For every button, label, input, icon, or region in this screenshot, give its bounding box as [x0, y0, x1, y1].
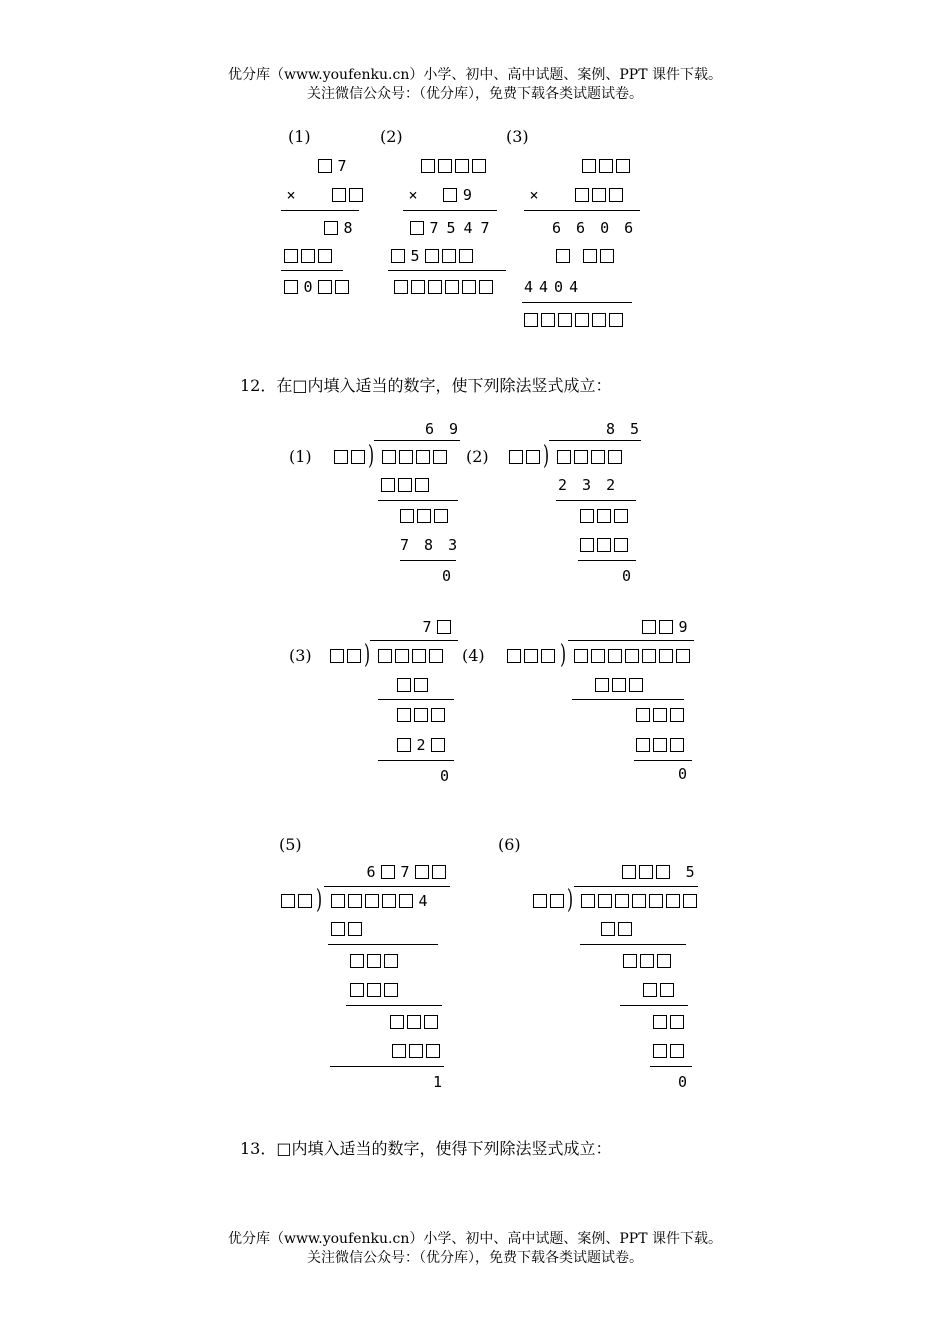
div4-bracket: ) [560, 640, 567, 670]
div4-line1 [572, 699, 684, 700]
div4-quotient: 9 [642, 618, 693, 636]
div5-line1 [328, 944, 438, 945]
div6-line3 [650, 1066, 692, 1067]
mult2-line [403, 210, 497, 211]
mult1-row4 [284, 247, 335, 265]
div4-bar [568, 640, 694, 641]
mult1-line [281, 210, 359, 211]
mult1-row2: × [284, 186, 366, 204]
div3-zero: 0 [440, 767, 450, 785]
div6-rem1 [623, 952, 674, 970]
div3-divisor [330, 647, 364, 665]
div4-divisor [507, 647, 558, 665]
div5-label: (5) [279, 835, 302, 854]
footer-line-1: 优分库（www.youfenku.cn）小学、初中、高中试题、案例、PPT 课件下载。 [227, 1231, 722, 1247]
div5-divisor [281, 892, 315, 910]
div3-dividend [378, 647, 446, 665]
div4-line2 [634, 760, 692, 761]
div2-bracket: ) [543, 441, 550, 471]
question-12: 12．在□内填入适当的数字，使下列除法竖式成立： [240, 376, 612, 395]
div5-rem2 [390, 1013, 441, 1031]
div4-zero: 0 [678, 765, 688, 783]
div3-quotient: 7 [420, 618, 454, 636]
mult2-line2 [388, 270, 506, 271]
div1-bar [374, 440, 460, 441]
div5-sub3 [392, 1042, 443, 1060]
div2-zero: 0 [622, 567, 632, 585]
mult3-row6 [524, 311, 626, 329]
div5-bar [324, 886, 450, 887]
div2-line2 [578, 560, 636, 561]
div5-bracket: ) [316, 885, 323, 915]
div5-line2 [346, 1005, 442, 1006]
div2-dividend [557, 448, 625, 466]
div5-remainder: 1 [433, 1073, 443, 1091]
div6-line1 [580, 944, 686, 945]
div2-divisor [509, 448, 543, 466]
mult-label-3: (3) [506, 127, 529, 146]
mult1-row3: 8 [324, 219, 358, 237]
div5-quotient: 6 7 [364, 863, 449, 881]
div4-sub1 [595, 676, 646, 694]
div5-line3 [330, 1066, 444, 1067]
div5-sub2 [350, 981, 401, 999]
div6-divisor [533, 892, 567, 910]
div1-sub1 [381, 476, 432, 494]
div5-rem1 [350, 952, 401, 970]
div3-rem1 [397, 706, 448, 724]
div4-label: (4) [462, 646, 485, 665]
div6-label: (6) [498, 835, 521, 854]
div1-label: (1) [289, 447, 312, 466]
div4-rem1 [636, 706, 687, 724]
mult3-row3: 6 6 0 6 [552, 219, 637, 237]
mult2-row5 [394, 278, 496, 296]
div3-sub2: 2 [397, 736, 448, 754]
div6-zero: 0 [678, 1073, 688, 1091]
div3-bracket: ) [364, 640, 371, 670]
footer-line-2: 关注微信公众号：（优分库），免费下载各类试题试卷。 [307, 1250, 643, 1266]
div2-bar [549, 440, 641, 441]
div1-divisor [334, 448, 368, 466]
div2-quotient: 8 5 [606, 420, 643, 438]
div6-line2 [620, 1005, 688, 1006]
mult2-row3: 7 5 4 7 [410, 219, 495, 237]
div1-dividend [382, 448, 450, 466]
div3-line1 [378, 699, 454, 700]
div3-sub1 [397, 676, 431, 694]
mult-label-2: (2) [380, 127, 403, 146]
div6-sub1 [601, 920, 635, 938]
mult3-row1 [582, 157, 633, 175]
mult2-row1 [421, 157, 489, 175]
mult3-line [524, 210, 640, 211]
mult-label-1: (1) [288, 127, 311, 146]
div1-rem1 [400, 507, 451, 525]
div6-sub2 [643, 981, 677, 999]
div1-sub2: 7 8 3 [400, 536, 461, 554]
mult3-row4 [556, 247, 617, 265]
div2-label: (2) [466, 447, 489, 466]
mult3-row2: × [527, 186, 626, 204]
mult2-row4: 5 [391, 247, 476, 265]
div1-line1 [378, 500, 458, 501]
div3-label: (3) [289, 646, 312, 665]
div2-sub2 [580, 536, 631, 554]
mult3-line2 [522, 302, 632, 303]
mult2-row2: × 9 [408, 186, 472, 204]
mult1-row5: 0 [284, 278, 352, 296]
div2-line1 [556, 500, 636, 501]
div1-line2 [400, 560, 456, 561]
div4-sub2 [636, 736, 687, 754]
mult1-row1: 7 [318, 157, 352, 175]
div2-sub1: 2 3 2 [558, 476, 619, 494]
div3-bar [370, 640, 458, 641]
div6-sub3 [653, 1042, 687, 1060]
div6-dividend [581, 892, 700, 910]
div1-zero: 0 [442, 567, 452, 585]
question-13: 13．□内填入适当的数字，使得下列除法竖式成立： [240, 1139, 612, 1158]
div1-bracket: ) [368, 441, 375, 471]
header-line-2: 关注微信公众号：（优分库），免费下载各类试题试卷。 [307, 86, 643, 102]
div5-dividend: 4 [331, 892, 433, 910]
div1-quotient: 6 9 [425, 420, 462, 438]
div5-sub1 [331, 920, 365, 938]
div6-quotient: 5 [622, 863, 700, 881]
div6-bar [574, 886, 698, 887]
header-line-1: 优分库（www.youfenku.cn）小学、初中、高中试题、案例、PPT 课件下载。 [227, 67, 722, 83]
mult1-line2 [281, 270, 343, 271]
mult3-row5: 4404 [524, 278, 585, 296]
div2-rem1 [580, 507, 631, 525]
div3-line2 [378, 760, 454, 761]
div6-rem2 [653, 1013, 687, 1031]
div4-dividend [574, 647, 693, 665]
div6-bracket: ) [567, 885, 574, 915]
